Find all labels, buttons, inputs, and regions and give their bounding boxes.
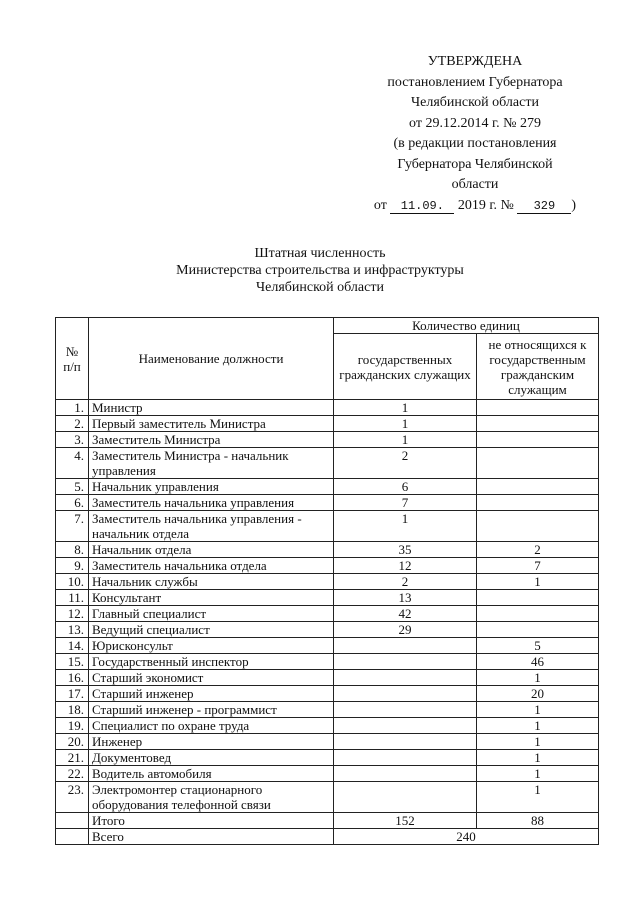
table-row: [56, 479, 599, 495]
row-gov: 2: [334, 574, 477, 590]
row-num: 6.: [56, 495, 89, 511]
row-num: 3.: [56, 432, 89, 448]
row-non-gov: [477, 590, 599, 606]
approval-year: 2019 г. №: [457, 197, 514, 213]
row-name: Ведущий специалист: [89, 622, 334, 638]
row-non-gov: 1: [477, 718, 599, 734]
row-name: Заместитель начальника отдела: [89, 558, 334, 574]
table-row: [56, 654, 599, 670]
row-name: Начальник отдела: [89, 542, 334, 558]
row-name: Старший инженер - программист: [89, 702, 334, 718]
table-row: [56, 542, 599, 558]
table-row: [56, 448, 599, 479]
row-gov: 1: [334, 511, 477, 542]
row-num: 19.: [56, 718, 89, 734]
row-name: Старший инженер: [89, 686, 334, 702]
row-name: Государственный инспектор: [89, 654, 334, 670]
row-gov: [334, 718, 477, 734]
row-name: Заместитель начальника управления: [89, 495, 334, 511]
table-row: [56, 686, 599, 702]
row-non-gov: 20: [477, 686, 599, 702]
row-name: Первый заместитель Министра: [89, 416, 334, 432]
row-num: 10.: [56, 574, 89, 590]
row-num: 23.: [56, 782, 89, 813]
row-num: 12.: [56, 606, 89, 622]
itogo-non-gov: 88: [477, 813, 599, 829]
row-non-gov: [477, 622, 599, 638]
row-num: 11.: [56, 590, 89, 606]
row-name: Инженер: [89, 734, 334, 750]
row-gov: [334, 750, 477, 766]
row-non-gov: 1: [477, 766, 599, 782]
row-num: 9.: [56, 558, 89, 574]
itogo-label: Итого: [89, 813, 334, 829]
table-row: [56, 558, 599, 574]
approval-heading: УТВЕРЖДЕНА: [427, 54, 523, 69]
row-name: Старший экономист: [89, 670, 334, 686]
table-row: [56, 622, 599, 638]
row-non-gov: [477, 606, 599, 622]
vsego-value: 240: [334, 829, 599, 845]
approval-line: (в редакции постановления: [393, 136, 557, 151]
table-row: [56, 750, 599, 766]
row-gov: 29: [334, 622, 477, 638]
row-non-gov: 7: [477, 558, 599, 574]
title-line: Министерства строительства и инфраструктуры: [176, 263, 464, 278]
table-row: [56, 400, 599, 416]
approval-revision-line: [360, 196, 590, 217]
row-non-gov: 1: [477, 750, 599, 766]
approval-line: постановлением Губернатора: [387, 74, 563, 90]
row-name: Министр: [89, 400, 334, 416]
header-num: № п/п: [56, 318, 89, 400]
row-num: 4.: [56, 448, 89, 479]
row-non-gov: 1: [477, 574, 599, 590]
row-name: Заместитель Министра: [89, 432, 334, 448]
row-name: Юрисконсульт: [89, 638, 334, 654]
row-non-gov: 2: [477, 542, 599, 558]
table-row: [56, 766, 599, 782]
row-num: 21.: [56, 750, 89, 766]
staff-table: [55, 317, 599, 845]
row-num: 14.: [56, 638, 89, 654]
row-gov: 1: [334, 432, 477, 448]
row-num: 1.: [56, 400, 89, 416]
row-gov: 42: [334, 606, 477, 622]
title-line: Челябинской области: [256, 280, 384, 295]
row-gov: 6: [334, 479, 477, 495]
table-row: [56, 574, 599, 590]
row-name: Начальник управления: [89, 479, 334, 495]
row-non-gov: [477, 400, 599, 416]
table-row: [56, 416, 599, 432]
row-gov: [334, 766, 477, 782]
header-non-gov: не относящихся к государственным гражданским служащим: [477, 334, 599, 400]
row-gov: 1: [334, 416, 477, 432]
approval-line: Челябинской области: [411, 95, 539, 110]
row-num: 2.: [56, 416, 89, 432]
row-non-gov: [477, 511, 599, 542]
row-gov: [334, 782, 477, 813]
table-row: [56, 432, 599, 448]
row-name: Водитель автомобиля: [89, 766, 334, 782]
row-gov: 7: [334, 495, 477, 511]
row-gov: [334, 702, 477, 718]
table-row: [56, 606, 599, 622]
row-name: Электромонтер стационарного оборудования телефонной связи: [89, 782, 334, 813]
row-gov: 1: [334, 400, 477, 416]
approval-line: области: [451, 177, 499, 192]
row-non-gov: [477, 448, 599, 479]
row-name: Начальник службы: [89, 574, 334, 590]
row-gov: 35: [334, 542, 477, 558]
row-name: Заместитель начальника управления - начальник отдела: [89, 511, 334, 542]
row-num: 18.: [56, 702, 89, 718]
table-row: [56, 590, 599, 606]
table-row: [56, 782, 599, 813]
header-name: Наименование должности: [89, 318, 334, 400]
row-non-gov: [477, 479, 599, 495]
row-gov: [334, 654, 477, 670]
row-num: 13.: [56, 622, 89, 638]
row-non-gov: [477, 416, 599, 432]
row-non-gov: 1: [477, 702, 599, 718]
table-row: [56, 638, 599, 654]
table-row: [56, 670, 599, 686]
row-gov: [334, 670, 477, 686]
table-row: [56, 718, 599, 734]
row-non-gov: 5: [477, 638, 599, 654]
row-name: Заместитель Министра - начальник управления: [89, 448, 334, 479]
approval-prefix: от: [373, 197, 387, 213]
document-title: [120, 245, 520, 296]
row-num: 7.: [56, 511, 89, 542]
row-num: 17.: [56, 686, 89, 702]
table-row: [56, 511, 599, 542]
approval-suffix: ): [571, 197, 577, 213]
row-gov: 12: [334, 558, 477, 574]
itogo-gov: 152: [334, 813, 477, 829]
row-name: Консультант: [89, 590, 334, 606]
row-name: Специалист по охране труда: [89, 718, 334, 734]
row-gov: [334, 734, 477, 750]
row-num: 20.: [56, 734, 89, 750]
row-non-gov: 1: [477, 782, 599, 813]
row-non-gov: [477, 495, 599, 511]
row-gov: 2: [334, 448, 477, 479]
vsego-label: Всего: [89, 829, 334, 845]
approval-line: от 29.12.2014 г. № 279: [409, 115, 541, 131]
row-gov: 13: [334, 590, 477, 606]
row-gov: [334, 686, 477, 702]
row-num: 22.: [56, 766, 89, 782]
approval-number-field: 329: [517, 199, 571, 214]
row-num: 8.: [56, 542, 89, 558]
table-row: [56, 734, 599, 750]
row-non-gov: [477, 432, 599, 448]
row-non-gov: 1: [477, 734, 599, 750]
table-row: [56, 495, 599, 511]
row-non-gov: 46: [477, 654, 599, 670]
row-num: 15.: [56, 654, 89, 670]
header-count-group: Количество единиц: [334, 318, 599, 334]
title-line: Штатная численность: [254, 246, 386, 261]
vsego-row: [56, 829, 599, 845]
row-gov: [334, 638, 477, 654]
approval-date-field: 11.09.: [390, 199, 454, 214]
approval-stamp: [360, 52, 590, 216]
row-num: 16.: [56, 670, 89, 686]
row-non-gov: 1: [477, 670, 599, 686]
row-num: 5.: [56, 479, 89, 495]
row-name: Главный специалист: [89, 606, 334, 622]
itogo-row: [56, 813, 599, 829]
table-row: [56, 702, 599, 718]
header-gov: государственных гражданских служащих: [334, 334, 477, 400]
approval-line: Губернатора Челябинской: [397, 156, 553, 172]
row-name: Документовед: [89, 750, 334, 766]
